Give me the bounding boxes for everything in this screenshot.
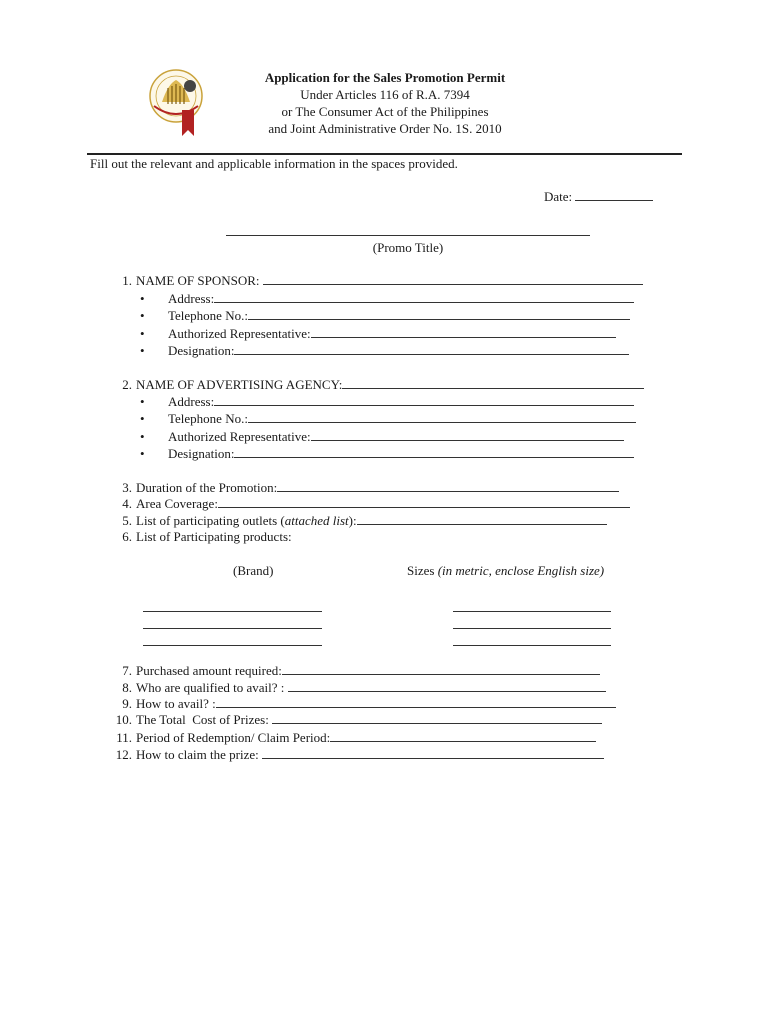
how-to-avail-label: How to avail? : xyxy=(136,696,216,711)
bullet-icon: • xyxy=(140,308,145,323)
outlets-label-text: List of participating outlets ( xyxy=(136,513,285,528)
agency-designation-blank[interactable] xyxy=(234,446,634,458)
qualified-label: Who are qualified to avail? : xyxy=(136,680,285,695)
claim-prize-field[interactable] xyxy=(136,747,604,763)
item-number: 12. xyxy=(115,747,132,762)
how-to-avail-blank[interactable] xyxy=(216,696,616,708)
item-number: 8. xyxy=(122,680,132,695)
size-blank[interactable] xyxy=(453,611,611,612)
item-number: 2. xyxy=(122,377,132,392)
item-number: 5. xyxy=(122,513,132,528)
outlets-label-italic: attached list xyxy=(284,513,349,528)
instructions-text: Fill out the relevant and applicable information in the spaces provided. xyxy=(90,156,458,171)
sponsor-telephone-blank[interactable] xyxy=(248,308,630,320)
agency-telephone-blank[interactable] xyxy=(248,411,636,423)
brand-blank[interactable] xyxy=(143,628,322,629)
brand-blank[interactable] xyxy=(143,611,322,612)
duration-label: Duration of the Promotion: xyxy=(136,480,278,495)
area-field[interactable] xyxy=(136,496,630,512)
qualified-blank[interactable] xyxy=(288,680,606,692)
agency-address-field[interactable] xyxy=(168,394,634,410)
sponsor-designation-label: Designation: xyxy=(168,343,235,358)
sponsor-blank[interactable] xyxy=(263,273,643,285)
duration-blank[interactable] xyxy=(277,480,619,492)
redemption-period-field[interactable] xyxy=(136,730,596,746)
agency-telephone-field[interactable] xyxy=(168,411,636,427)
redemption-period-label: Period of Redemption/ Claim Period: xyxy=(136,730,331,745)
bullet-icon: • xyxy=(140,326,145,341)
header-line-4: and Joint Administrative Order No. 1S. 2010 xyxy=(268,121,502,136)
bullet-icon: • xyxy=(140,343,145,358)
prize-cost-field[interactable] xyxy=(136,712,602,728)
area-blank[interactable] xyxy=(218,496,630,508)
item-number: 1. xyxy=(122,273,132,288)
bullet-icon: • xyxy=(140,394,145,409)
item-number: 3. xyxy=(122,480,132,495)
agency-representative-blank[interactable] xyxy=(311,429,624,441)
agency-label: NAME OF ADVERTISING AGENCY: xyxy=(136,377,343,392)
duration-field[interactable] xyxy=(136,480,619,496)
bullet-icon: • xyxy=(140,429,145,444)
sponsor-representative-field[interactable] xyxy=(168,326,616,342)
purchase-amount-label: Purchased amount required: xyxy=(136,663,282,678)
size-blank[interactable] xyxy=(453,628,611,629)
size-blank[interactable] xyxy=(453,645,611,646)
claim-prize-label: How to claim the prize: xyxy=(136,747,259,762)
sizes-label: Sizes xyxy=(407,563,435,578)
area-label: Area Coverage: xyxy=(136,496,218,511)
header-line-3: or The Consumer Act of the Philippines xyxy=(281,104,489,119)
agency-blank[interactable] xyxy=(342,377,644,389)
item-number: 10. xyxy=(115,712,132,727)
outlets-label-end: ): xyxy=(348,513,357,528)
sponsor-representative-label: Authorized Representative: xyxy=(168,326,311,341)
sponsor-designation-blank[interactable] xyxy=(234,343,629,355)
claim-prize-blank[interactable] xyxy=(262,747,604,759)
products-label: List of Participating products: xyxy=(136,529,292,544)
sizes-note: (in metric, enclose English size) xyxy=(437,563,605,578)
item-number: 11. xyxy=(116,730,132,745)
brand-column-header: (Brand) xyxy=(233,563,274,578)
form-header xyxy=(200,69,570,137)
date-field[interactable] xyxy=(544,189,653,205)
agency-designation-field[interactable] xyxy=(168,446,634,462)
promo-title-blank[interactable] xyxy=(226,235,590,236)
agency-representative-field[interactable] xyxy=(168,429,624,445)
bullet-icon: • xyxy=(140,411,145,426)
sponsor-designation-field[interactable] xyxy=(168,343,629,359)
purchase-amount-field[interactable] xyxy=(136,663,600,679)
agency-representative-label: Authorized Representative: xyxy=(168,429,311,444)
bullet-icon: • xyxy=(140,446,145,461)
item-number: 4. xyxy=(122,496,132,511)
purchase-amount-blank[interactable] xyxy=(282,663,600,675)
prize-cost-label: The Total Cost of Prizes: xyxy=(136,712,269,727)
outlets-label xyxy=(136,513,357,528)
form-title: Application for the Sales Promotion Permit xyxy=(264,70,506,85)
qualified-field[interactable] xyxy=(136,680,606,696)
header-divider xyxy=(87,153,682,155)
how-to-avail-field[interactable] xyxy=(136,696,616,712)
sponsor-label: NAME OF SPONSOR: xyxy=(136,273,260,288)
sponsor-address-blank[interactable] xyxy=(214,291,634,303)
item-number: 9. xyxy=(122,696,132,711)
date-blank[interactable] xyxy=(575,189,653,201)
prize-cost-blank[interactable] xyxy=(272,712,602,724)
agency-telephone-label: Telephone No.: xyxy=(168,411,248,426)
bullet-icon: • xyxy=(140,291,145,306)
promo-title-label: (Promo Title) xyxy=(372,240,444,255)
outlets-field[interactable] xyxy=(136,513,607,529)
agency-address-blank[interactable] xyxy=(214,394,634,406)
agency-designation-label: Designation: xyxy=(168,446,235,461)
sponsor-representative-blank[interactable] xyxy=(311,326,616,338)
sponsor-field[interactable] xyxy=(136,273,643,289)
brand-blank[interactable] xyxy=(143,645,322,646)
sponsor-address-field[interactable] xyxy=(168,291,634,307)
outlets-blank[interactable] xyxy=(357,513,607,525)
sponsor-telephone-label: Telephone No.: xyxy=(168,308,248,323)
header-line-2: Under Articles 116 of R.A. 7394 xyxy=(300,87,470,102)
item-number: 6. xyxy=(122,529,132,544)
sponsor-telephone-field[interactable] xyxy=(168,308,630,324)
agency-address-label: Address: xyxy=(168,394,215,409)
item-number: 7. xyxy=(122,663,132,678)
redemption-period-blank[interactable] xyxy=(330,730,596,742)
sponsor-address-label: Address: xyxy=(168,291,215,306)
date-label: Date: xyxy=(544,189,573,204)
agency-field[interactable] xyxy=(136,377,644,393)
sizes-column-header xyxy=(407,563,604,579)
